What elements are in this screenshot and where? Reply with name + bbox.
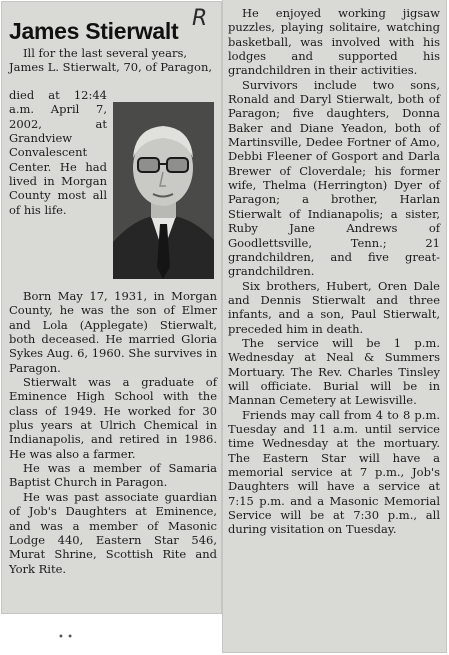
paragraph-preceded: Six brothers, Hubert, Oren Dale and Dennis Stierwalt and three infants, and a son, Paul Stierwalt, preceded him in death. (228, 278, 440, 336)
paragraph-survivors: Survivors include two sons, Ronald and Daryl Stierwalt, both of Paragon; five daughters, Donna Baker and Diane Yeadon, both of Martinsville, Dedee Fortner of Amo, Debbi Fleener of Gosport and Darla Brewer of Cloverdale; his former wife, Thelma (Herrington) Dyer of Paragon; a brother, Harlan Stierwalt of Indianapolis; a sister, Ruby Jane Andrews of Goodlettsville, Tenn.; 21 grandchildren, and five great-grandchildren. (228, 77, 440, 279)
paragraph-hobbies: He enjoyed working jigsaw puzzles, playing solitaire, watching basketball, was involved with his lodges and supported his grandchildren in their activities. (228, 6, 440, 78)
right-column-body (228, 6, 440, 537)
paragraph-birth: Born May 17, 1931, in Morgan County, he was the son of Elmer and Lola (Applegate) Stierwalt, both deceased. He married Gloria Sykes Aug. 6, 1960. She survives in Paragon. (9, 289, 217, 375)
intro-narrow-text: died at 12:44 a.m. April 7, 2002, at Grandview Convalescent Center. He had lived in Morgan County most all of his life. (9, 88, 107, 217)
paragraph-visitation: Friends may call from 4 to 8 p.m. Tuesday and 11 a.m. until service time Wednesday at the mortuary. The Eastern Star will have a memorial service at 7 p.m., Job's Daughters will have a service at 7:15 p.m. and a Masonic Memorial Service will be at 7:30 p.m., all during visitation on Tuesday. (228, 407, 440, 537)
paragraph-church: He was a member of Samaria Baptist Church in Paragon. (9, 461, 217, 490)
handwritten-mark: R (192, 6, 208, 31)
intro-lines (9, 46, 215, 75)
obituary-headline: James Stierwalt (9, 18, 179, 44)
paragraph-lodges: He was past associate guardian of Job's Daughters at Eminence, and was a member of Masonic Lodge 440, Eastern Star 546, Murat Shrine, Scottish Rite and York Rite. (9, 489, 217, 576)
paragraph-service: The service will be 1 p.m. Wednesday at Neal & Summers Mortuary. The Rev. Charles Tinsley will officiate. Burial will be in Mannan Cemetery at Lewisville. (228, 335, 440, 408)
intro-line-1: Ill for the last several years, (23, 46, 187, 60)
portrait-photo (113, 102, 214, 279)
intro-line-2: James L. Stierwalt, 70, of Paragon, (9, 60, 213, 75)
left-column-body (9, 289, 217, 576)
stray-mark: • • (58, 632, 73, 643)
paragraph-career: Stierwalt was a graduate of Eminence High School with the class of 1949. He worked for 30 plus years at Ulrich Chemical in Indianapolis, and retired in 1986. He was also a farmer. (9, 375, 217, 461)
